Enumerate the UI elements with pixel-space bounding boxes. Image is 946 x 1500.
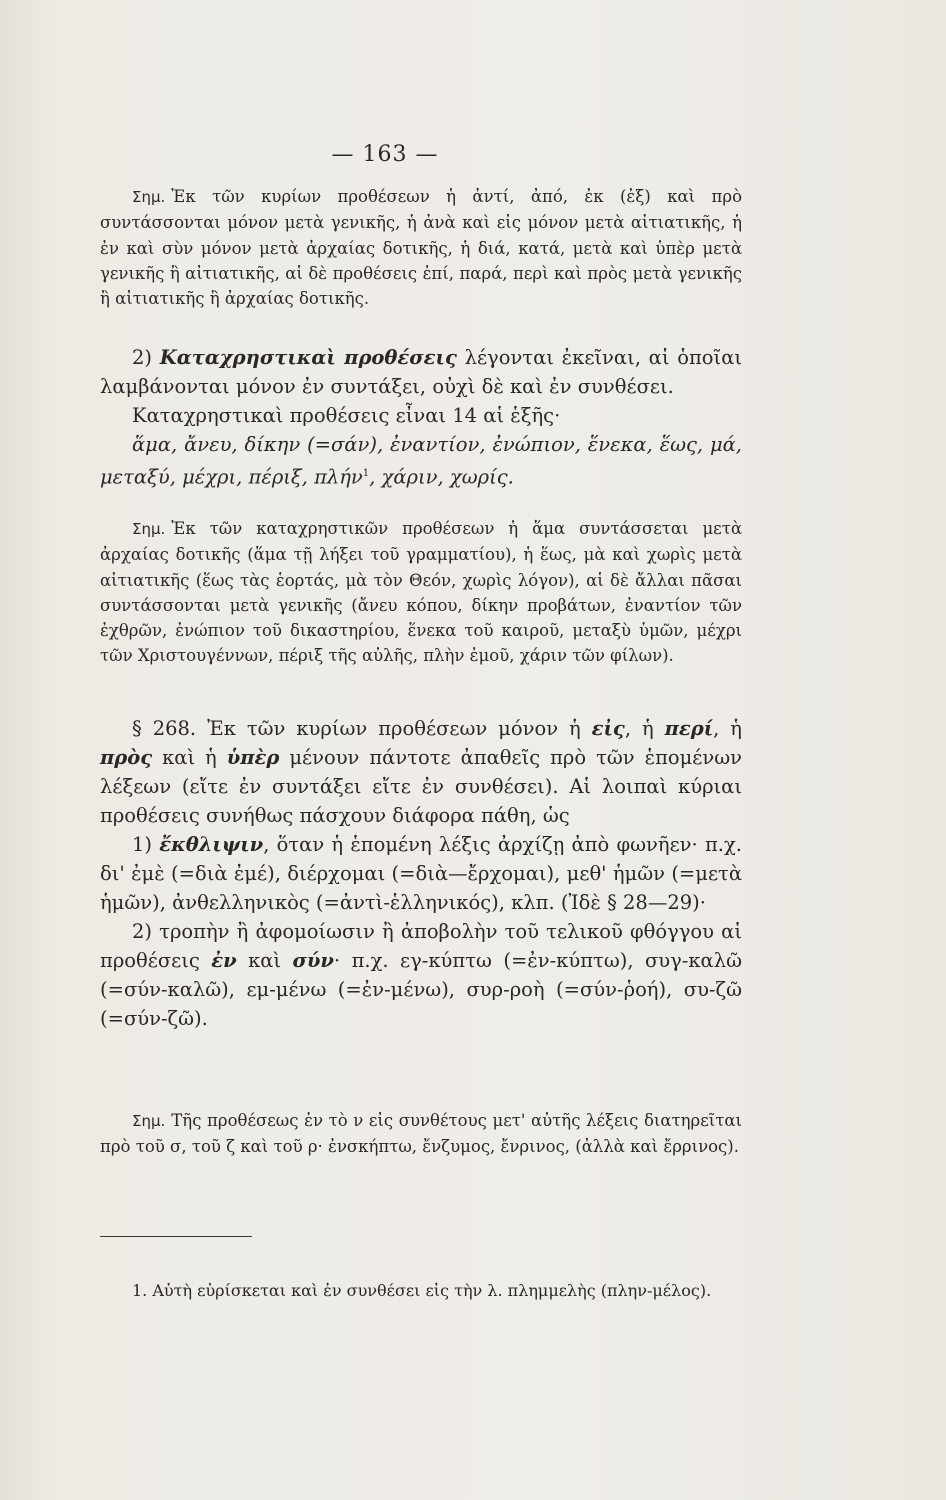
item-elision [100,830,742,917]
note-label: Σημ. [132,188,166,206]
footnote [100,1278,742,1304]
word-eis: εἰς [591,717,625,740]
preposition-list-end: , χάριν, χωρίς. [369,465,514,489]
item-assimilation [100,917,742,1033]
item-number: 2) [132,920,153,943]
item-text: · π.χ. εγ-κύπτω (=ἐν-κύπτω), συγ-καλῶ (=σύν-καλῶ), εμ-μένω (=ἐν-μένω), συρ-ροὴ (=σύν-ῥοή), συ-ζῶ (=σύν-ζῶ). [100,949,742,1030]
connector: καὶ ἡ [162,746,217,769]
section-text: λέγονται ἐκεῖναι, αἱ ὁποῖαι λαμβάνονται μόνον ἐν συντάξει, οὐχὶ δὲ καὶ ἐν συνθέσει. [100,346,743,398]
note-main-prepositions [100,184,742,311]
footnote-divider [100,1236,252,1237]
note-label: Σημ. [132,1112,166,1130]
note-improper-usage [100,516,742,669]
section-268 [100,714,742,1033]
footnote-ref: 1 [362,468,370,479]
connector: , ἡ [713,717,742,740]
word-en: ἐν [211,949,237,972]
section-line2: Καταχρηστικαὶ προθέσεις εἶναι 14 αἱ ἑξῆς· [132,404,561,427]
word-pros: πρὸς [100,746,153,769]
note-text: Ἐκ τῶν καταχρηστικῶν προθέσεων ἡ ἅμα συντάσσεται μετὰ ἀρχαίας δοτικῆς (ἅμα τῇ λήξει τοῦ γραμματίου), ἡ ἕως, μὰ καὶ χωρὶς μετὰ αἰτιατικῆς (ἕως τὰς ἑορτάς, μὰ τὸν Θεόν, χωρὶς λόγον), αἱ δὲ ἄλλαι πᾶσαι συντάσσονται μετὰ γενικῆς (ἄνευ κόπου, δίκην προβάτων, ἐναντίον τῶν ἐχθρῶν, ἐνώπιον τοῦ δικαστηρίου, ἕνεκα τοῦ καιροῦ, μεταξὺ ὑμῶν, μέχρι τῶν Χριστουγέννων, πέριξ τῆς αὐλῆς, πλὴν ἐμοῦ, χάριν τῶν φίλων). [100,519,742,666]
preposition-list: ἅμα, ἄνευ, δίκην (=σάν), ἐναντίον, ἐνώπιον, ἕνεκα, ἕως, μά, μεταξύ, μέχρι, πέριξ, πλήν [100,433,742,489]
item-number: 1) [132,833,153,856]
word-syn: σύν [292,949,334,972]
page-number: — 163 — [331,142,439,167]
connector: καὶ [248,949,282,972]
connector: , ἡ [624,717,654,740]
note-en-retention [100,1108,742,1160]
note-text: Ἐκ τῶν κυρίων προθέσεων ἡ ἀντί, ἀπό, ἐκ (ἐξ) καὶ πρὸ συντάσσονται μόνον μετὰ γενικῆς, ἡ ἀνὰ καὶ εἰς μόνον μετὰ αἰτιατικῆς, ἡ ἐν καὶ σὺν μόνον μετὰ ἀρχαίας δοτικῆς, ἡ διά, κατά, μετὰ καὶ ὑπὲρ μετὰ γενικῆς ἢ αἰτιατικῆς, αἱ δὲ προθέσεις ἐπί, παρά, περὶ καὶ πρὸς μετὰ γενικῆς ἢ αἰτιατικῆς ἢ ἀρχαίας δοτικῆς. [100,187,742,309]
section-268-intro: § 268. Ἐκ τῶν κυρίων προθέσεων μόνον ἡ [132,717,581,740]
item-text: , ὅταν ἡ ἑπομένη λέξις ἀρχίζῃ ἀπὸ φωνῆεν· π.χ. δι' ἐμὲ (=διὰ ἐμέ), διέρχομαι (=διὰ—ἔρχομαι), μεθ' ἡμῶν (=μετὰ ἡμῶν), ἀνθελληνικὸς (=ἀντὶ-ἑλληνικός), κλπ. (Ἰδὲ § 28—29)· [100,833,743,914]
section-number: 2) [132,346,153,369]
item-term: ἔκθλιψιν [159,833,264,856]
note-text: Τῆς προθέσεως ἐν τὸ ν εἰς συνθέτους μετ' αὐτῆς λέξεις διατηρεῖται πρὸ τοῦ σ, τοῦ ζ καὶ τοῦ ρ· ἐνσκήπτω, ἔνζυμος, ἔνρινος, (ἀλλὰ καὶ ἔρρινος). [100,1111,742,1157]
item-text: τροπὴν ἢ ἀφομοίωσιν ἢ ἀποβολὴν τοῦ τελικοῦ φθόγγου αἱ προθέσεις [100,920,742,972]
section-improper-prepositions [100,343,742,492]
section-term: Καταχρηστικαὶ προθέσεις [159,346,457,369]
word-hyper: ὑπὲρ [226,746,280,769]
footnote-text: 1. Αὐτὴ εὑρίσκεται καὶ ἐν συνθέσει εἰς τὴν λ. πλημμελὴς (πλην-μέλος). [132,1281,712,1300]
note-label: Σημ. [132,520,166,538]
word-peri: περί [664,717,714,740]
section-268-rest: μένουν πάντοτε ἀπαθεῖς πρὸ τῶν ἑπομένων λέξεων (εἴτε ἐν συντάξει εἴτε ἐν συνθέσει). Αἱ λοιπαὶ κύριαι προθέσεις συνήθως πάσχουν διάφορα πάθη, ὡς [100,746,743,827]
